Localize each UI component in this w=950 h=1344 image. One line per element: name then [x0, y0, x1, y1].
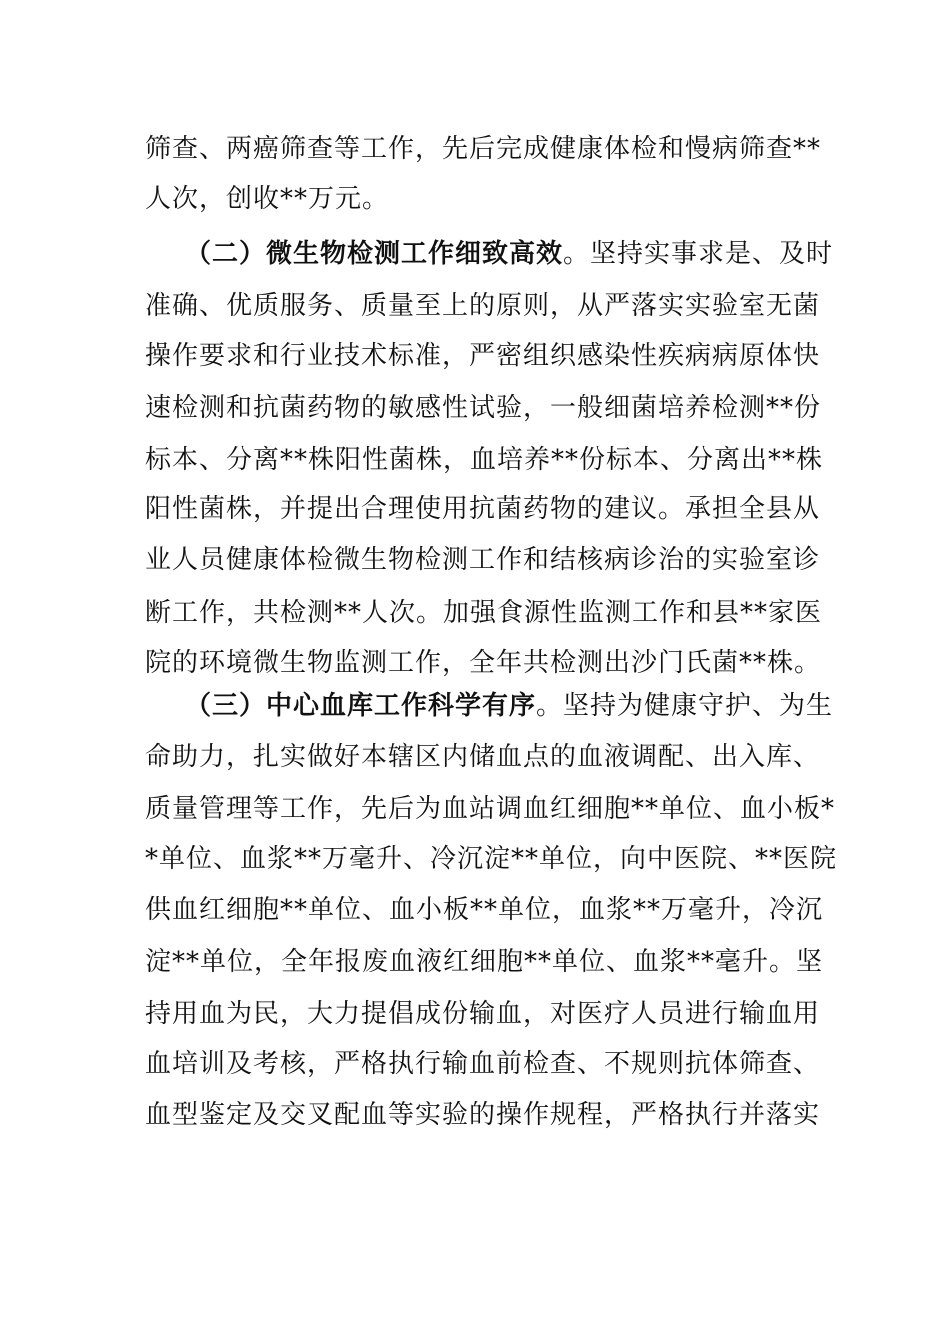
- body-text-line: 阳性菌株，并提出合理使用抗菌药物的建议。承担全县从: [145, 494, 821, 524]
- body-text-line: 人次，创收**万元。: [145, 184, 390, 214]
- body-text-line: 血型鉴定及交叉配血等实验的操作规程，严格执行并落实: [145, 1100, 821, 1130]
- body-text-line: 淀**单位，全年报废血液红细胞**单位、血浆**毫升。坚: [145, 947, 824, 977]
- body-text-line: 持用血为民，大力提倡成份输血，对医疗人员进行输血用: [145, 999, 821, 1029]
- section-heading-blood-bank: （三）中心血库工作科学有序: [185, 691, 537, 721]
- body-text-line: 筛查、两癌筛查等工作，先后完成健康体检和慢病筛查**: [145, 134, 822, 164]
- body-text-line: 断工作，共检测**人次。加强食源性监测工作和县**家医: [145, 598, 823, 628]
- body-text: 。坚持为健康守护、为生: [536, 691, 834, 721]
- body-text-line: 供血红细胞**单位、血小板**单位，血浆**万毫升，冷沉: [145, 895, 824, 925]
- section-heading-line: [185, 690, 833, 722]
- body-text-line: 业人员健康体检微生物检测工作和结核病诊治的实验室诊: [145, 545, 821, 575]
- body-text: 。坚持实事求是、及时: [563, 239, 834, 269]
- section-heading-line: [185, 238, 833, 270]
- body-text-line: 准确、优质服务、质量至上的原则，从严落实实验室无菌: [145, 291, 821, 321]
- body-text-line: *单位、血浆**万毫升、冷沉淀**单位，向中医院、**医院: [145, 844, 838, 874]
- body-text-line: 质量管理等工作，先后为血站调血红细胞**单位、血小板*: [145, 794, 836, 824]
- body-text-line: 院的环境微生物监测工作，全年共检测出沙门氏菌**株。: [145, 648, 822, 678]
- body-text-line: 操作要求和行业技术标准，严密组织感染性疾病病原体快: [145, 341, 821, 371]
- section-heading-microbiology: （二）微生物检测工作细致高效: [185, 239, 564, 269]
- body-text-line: 速检测和抗菌药物的敏感性试验，一般细菌培养检测**份: [145, 393, 822, 423]
- body-text-line: 标本、分离**株阳性菌株，血培养**份标本、分离出**株: [145, 445, 824, 475]
- body-text-line: 命助力，扎实做好本辖区内储血点的血液调配、出入库、: [145, 742, 821, 772]
- body-text-line: 血培训及考核，严格执行输血前检查、不规则抗体筛查、: [145, 1049, 821, 1079]
